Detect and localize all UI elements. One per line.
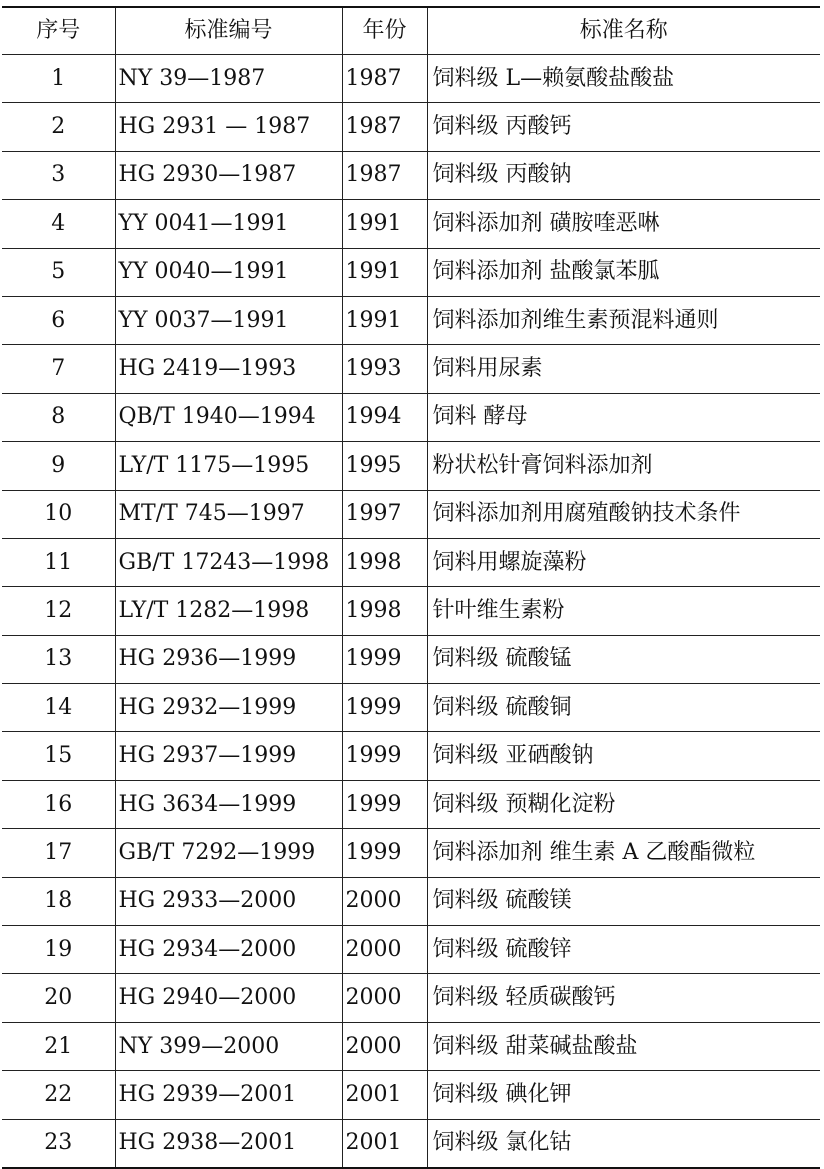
table-row xyxy=(2,829,820,877)
cell-standard-name: 饲料级 氯化钴 xyxy=(427,1119,820,1168)
cell-seq: 19 xyxy=(2,926,115,974)
cell-seq: 2 xyxy=(2,103,115,151)
cell-standard-code: HG 2931 — 1987 xyxy=(115,103,342,151)
cell-year: 2000 xyxy=(342,974,427,1022)
table-row xyxy=(2,732,820,780)
cell-seq: 20 xyxy=(2,974,115,1022)
cell-standard-name: 饲料添加剂 盐酸氯苯胍 xyxy=(427,248,820,296)
table-row xyxy=(2,151,820,199)
cell-year: 2001 xyxy=(342,1119,427,1168)
cell-seq: 12 xyxy=(2,587,115,635)
cell-standard-name: 饲料级 L—赖氨酸盐酸盐 xyxy=(427,55,820,103)
table-row xyxy=(2,393,820,441)
cell-standard-code: YY 0037—1991 xyxy=(115,296,342,344)
cell-seq: 13 xyxy=(2,635,115,683)
standards-table xyxy=(2,6,820,1169)
cell-standard-name: 饲料级 丙酸钠 xyxy=(427,151,820,199)
table-row xyxy=(2,55,820,103)
cell-year: 1995 xyxy=(342,442,427,490)
cell-standard-code: MT/T 745—1997 xyxy=(115,490,342,538)
cell-standard-name: 饲料级 碘化钾 xyxy=(427,1071,820,1119)
cell-year: 1994 xyxy=(342,393,427,441)
cell-year: 2001 xyxy=(342,1071,427,1119)
table-body xyxy=(2,55,820,1168)
table-row xyxy=(2,780,820,828)
table-row xyxy=(2,1022,820,1070)
cell-standard-code: NY 399—2000 xyxy=(115,1022,342,1070)
cell-seq: 17 xyxy=(2,829,115,877)
cell-standard-code: HG 2940—2000 xyxy=(115,974,342,1022)
table-row xyxy=(2,877,820,925)
cell-standard-code: HG 2937—1999 xyxy=(115,732,342,780)
table-row xyxy=(2,974,820,1022)
cell-standard-name: 饲料级 甜菜碱盐酸盐 xyxy=(427,1022,820,1070)
cell-year: 2000 xyxy=(342,926,427,974)
cell-standard-code: HG 2930—1987 xyxy=(115,151,342,199)
table-row xyxy=(2,345,820,393)
cell-seq: 11 xyxy=(2,538,115,586)
cell-seq: 21 xyxy=(2,1022,115,1070)
header-year: 年份 xyxy=(342,7,427,55)
cell-standard-name: 饲料 酵母 xyxy=(427,393,820,441)
cell-seq: 18 xyxy=(2,877,115,925)
cell-standard-name: 粉状松针膏饲料添加剂 xyxy=(427,442,820,490)
cell-year: 1999 xyxy=(342,684,427,732)
header-code: 标准编号 xyxy=(115,7,342,55)
cell-standard-name: 饲料级 硫酸镁 xyxy=(427,877,820,925)
table-row xyxy=(2,684,820,732)
cell-year: 1999 xyxy=(342,635,427,683)
cell-seq: 23 xyxy=(2,1119,115,1168)
table-row xyxy=(2,103,820,151)
cell-standard-code: YY 0040—1991 xyxy=(115,248,342,296)
table-row xyxy=(2,296,820,344)
cell-seq: 6 xyxy=(2,296,115,344)
cell-standard-code: LY/T 1282—1998 xyxy=(115,587,342,635)
cell-standard-code: LY/T 1175—1995 xyxy=(115,442,342,490)
cell-year: 1991 xyxy=(342,248,427,296)
cell-standard-code: QB/T 1940—1994 xyxy=(115,393,342,441)
cell-standard-name: 饲料级 预糊化淀粉 xyxy=(427,780,820,828)
cell-standard-name: 饲料添加剂维生素预混料通则 xyxy=(427,296,820,344)
cell-seq: 4 xyxy=(2,200,115,248)
table-row xyxy=(2,490,820,538)
cell-standard-code: HG 2419—1993 xyxy=(115,345,342,393)
cell-year: 1997 xyxy=(342,490,427,538)
cell-standard-code: HG 2939—2001 xyxy=(115,1071,342,1119)
cell-standard-name: 饲料添加剂 维生素 A 乙酸酯微粒 xyxy=(427,829,820,877)
cell-standard-code: HG 2936—1999 xyxy=(115,635,342,683)
cell-seq: 1 xyxy=(2,55,115,103)
table-row xyxy=(2,926,820,974)
cell-standard-name: 饲料级 硫酸铜 xyxy=(427,684,820,732)
table-row xyxy=(2,200,820,248)
cell-year: 1991 xyxy=(342,200,427,248)
cell-seq: 16 xyxy=(2,780,115,828)
cell-year: 1999 xyxy=(342,780,427,828)
cell-standard-name: 饲料级 亚硒酸钠 xyxy=(427,732,820,780)
table-row xyxy=(2,1071,820,1119)
cell-seq: 8 xyxy=(2,393,115,441)
cell-standard-code: HG 2938—2001 xyxy=(115,1119,342,1168)
cell-standard-name: 饲料添加剂 磺胺喹恶啉 xyxy=(427,200,820,248)
header-name: 标准名称 xyxy=(427,7,820,55)
cell-seq: 14 xyxy=(2,684,115,732)
cell-year: 2000 xyxy=(342,877,427,925)
table-row xyxy=(2,538,820,586)
cell-standard-name: 饲料级 硫酸锰 xyxy=(427,635,820,683)
cell-seq: 9 xyxy=(2,442,115,490)
cell-year: 1987 xyxy=(342,151,427,199)
cell-year: 1987 xyxy=(342,55,427,103)
cell-seq: 10 xyxy=(2,490,115,538)
cell-year: 1991 xyxy=(342,296,427,344)
cell-seq: 22 xyxy=(2,1071,115,1119)
cell-standard-name: 饲料添加剂用腐殖酸钠技术条件 xyxy=(427,490,820,538)
cell-standard-name: 饲料级 轻质碳酸钙 xyxy=(427,974,820,1022)
cell-seq: 3 xyxy=(2,151,115,199)
cell-year: 2000 xyxy=(342,1022,427,1070)
table-row xyxy=(2,248,820,296)
cell-standard-code: HG 3634—1999 xyxy=(115,780,342,828)
cell-standard-code: NY 39—1987 xyxy=(115,55,342,103)
cell-standard-code: GB/T 17243—1998 xyxy=(115,538,342,586)
table-header xyxy=(2,7,820,55)
cell-year: 1987 xyxy=(342,103,427,151)
cell-seq: 15 xyxy=(2,732,115,780)
cell-seq: 5 xyxy=(2,248,115,296)
cell-standard-name: 针叶维生素粉 xyxy=(427,587,820,635)
cell-year: 1998 xyxy=(342,538,427,586)
cell-standard-code: HG 2932—1999 xyxy=(115,684,342,732)
cell-standard-name: 饲料级 硫酸锌 xyxy=(427,926,820,974)
cell-year: 1999 xyxy=(342,732,427,780)
cell-seq: 7 xyxy=(2,345,115,393)
cell-year: 1998 xyxy=(342,587,427,635)
cell-standard-code: GB/T 7292—1999 xyxy=(115,829,342,877)
header-row xyxy=(2,7,820,55)
cell-standard-code: YY 0041—1991 xyxy=(115,200,342,248)
header-seq: 序号 xyxy=(2,7,115,55)
cell-standard-code: HG 2934—2000 xyxy=(115,926,342,974)
table-row xyxy=(2,635,820,683)
cell-standard-code: HG 2933—2000 xyxy=(115,877,342,925)
cell-year: 1999 xyxy=(342,829,427,877)
cell-standard-name: 饲料用尿素 xyxy=(427,345,820,393)
cell-year: 1993 xyxy=(342,345,427,393)
table-row xyxy=(2,587,820,635)
table-row xyxy=(2,442,820,490)
cell-standard-name: 饲料用螺旋藻粉 xyxy=(427,538,820,586)
cell-standard-name: 饲料级 丙酸钙 xyxy=(427,103,820,151)
